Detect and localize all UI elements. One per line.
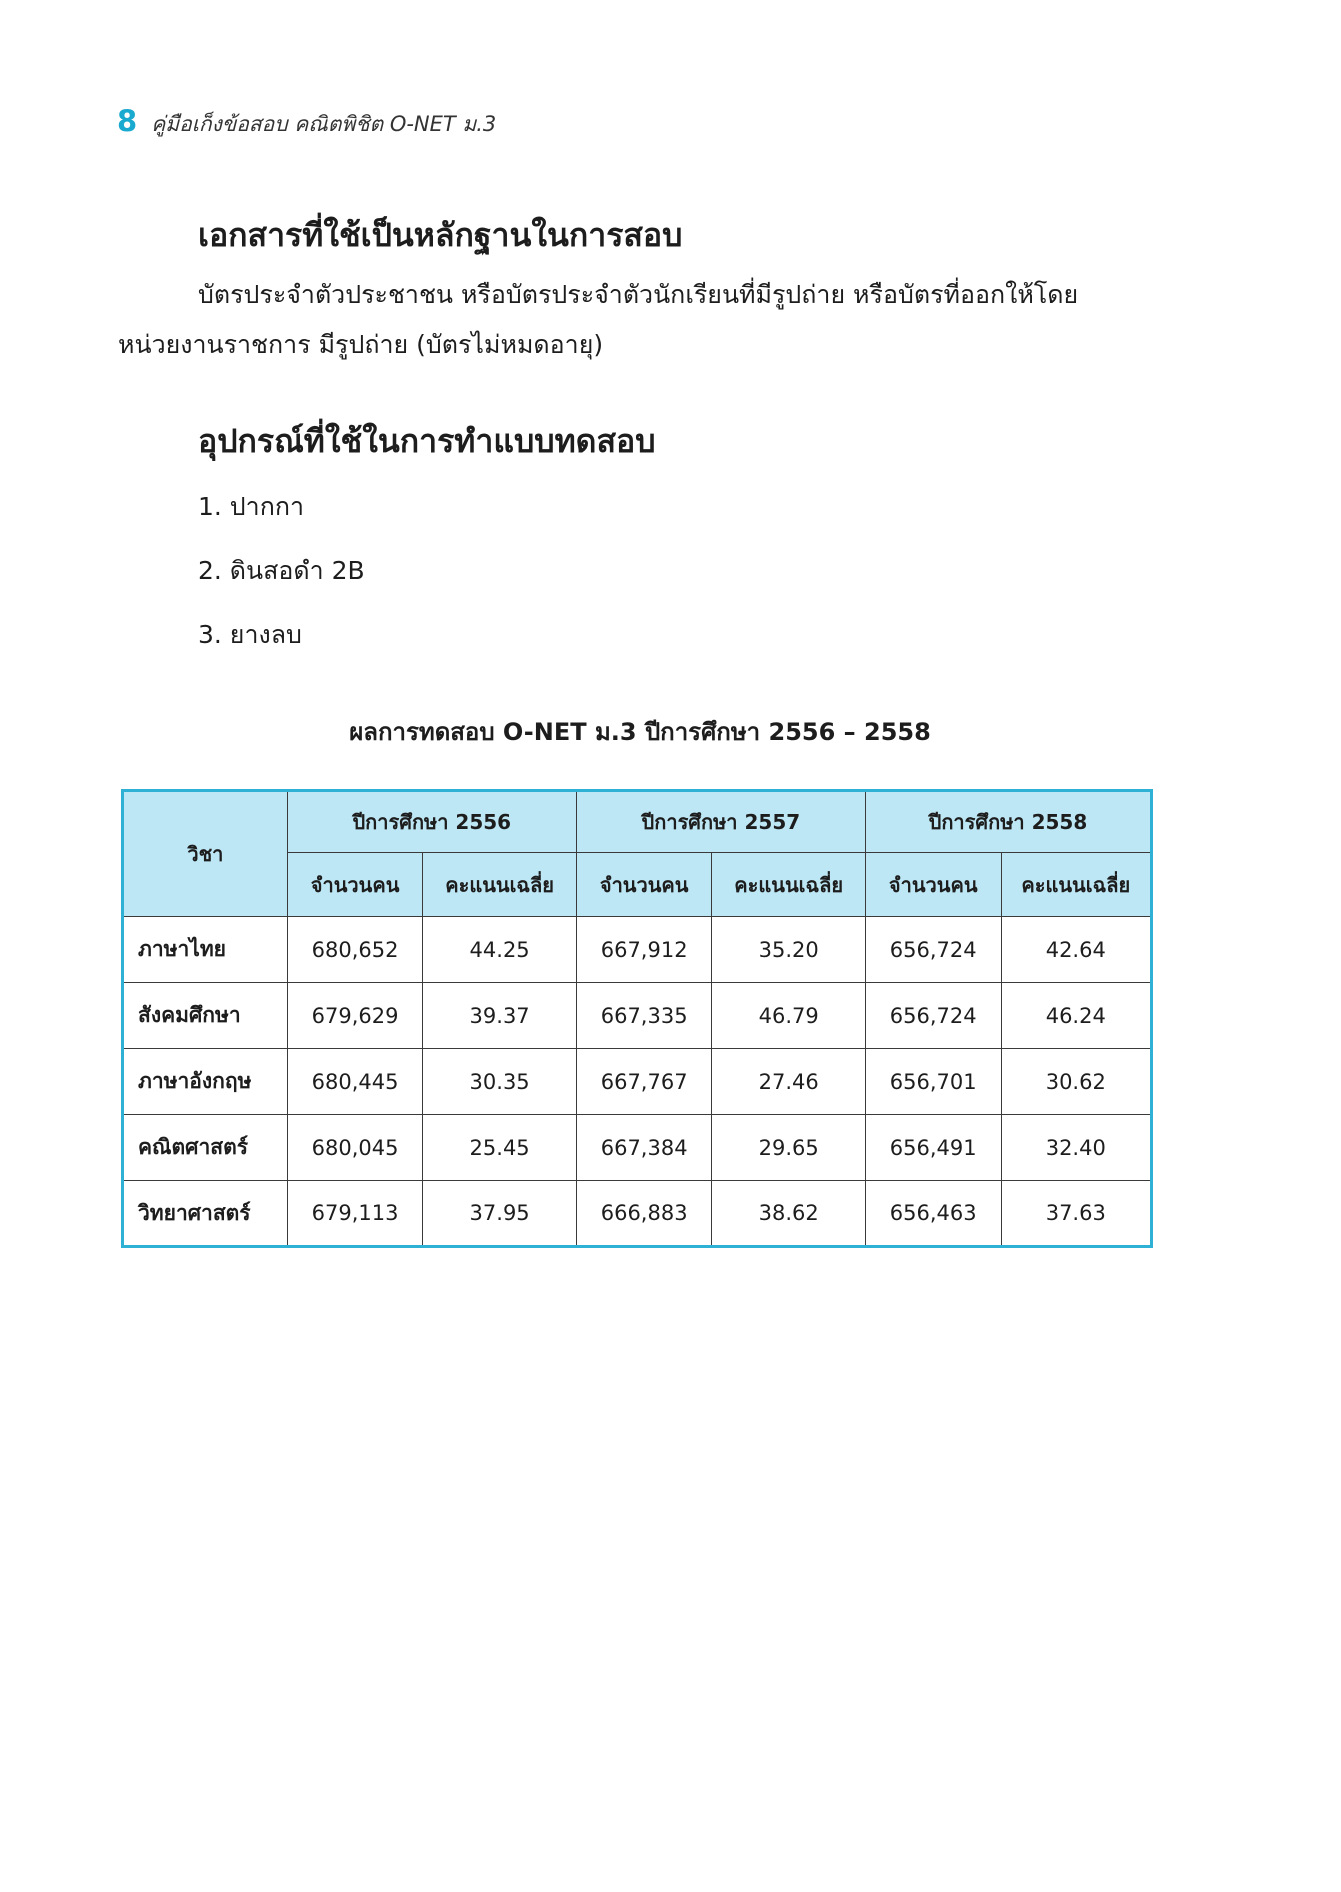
documents-heading: เอกสารที่ใช้เป็นหลักฐานในการสอบ: [198, 216, 683, 254]
count-cell: 667,335: [576, 983, 712, 1049]
documents-paragraph: [118, 270, 1150, 370]
average-cell: 46.24: [1001, 983, 1151, 1049]
average-cell: 46.79: [712, 983, 865, 1049]
count-cell: 666,883: [576, 1181, 712, 1247]
documents-line-2: หน่วยงานราชการ มีรูปถ่าย (บัตรไม่หมดอายุ): [118, 330, 604, 359]
count-cell: 656,463: [865, 1181, 1001, 1247]
table-header-row-years: [123, 791, 1152, 853]
count-header: จำนวนคน: [287, 853, 423, 917]
count-cell: 680,445: [287, 1049, 423, 1115]
subject-cell: ภาษาไทย: [123, 917, 288, 983]
running-title: คู่มือเก็งข้อสอบ คณิตพิชิต O-NET ม.3: [151, 112, 497, 136]
table-caption: ผลการทดสอบ O-NET ม.3 ปีการศึกษา 2556 – 2558: [349, 718, 931, 746]
equipment-item-pen: 1. ปากกา: [198, 492, 305, 521]
count-cell: 656,724: [865, 917, 1001, 983]
year-header-2557: ปีการศึกษา 2557: [576, 791, 865, 853]
count-cell: 656,701: [865, 1049, 1001, 1115]
average-cell: 30.35: [423, 1049, 576, 1115]
average-cell: 37.63: [1001, 1181, 1151, 1247]
documents-line-1: บัตรประจำตัวประชาชน หรือบัตรประจำตัวนักเรียนที่มีรูปถ่าย หรือบัตรที่ออกให้โดย: [198, 280, 1079, 309]
count-cell: 656,724: [865, 983, 1001, 1049]
table-row: [123, 917, 1152, 983]
average-cell: 39.37: [423, 983, 576, 1049]
average-cell: 35.20: [712, 917, 865, 983]
count-cell: 679,629: [287, 983, 423, 1049]
table-row: [123, 1049, 1152, 1115]
count-cell: 679,113: [287, 1181, 423, 1247]
average-cell: 29.65: [712, 1115, 865, 1181]
average-header: คะแนนเฉลี่ย: [423, 853, 576, 917]
average-cell: 42.64: [1001, 917, 1151, 983]
table-row: [123, 1115, 1152, 1181]
average-cell: 32.40: [1001, 1115, 1151, 1181]
average-cell: 30.62: [1001, 1049, 1151, 1115]
count-cell: 667,767: [576, 1049, 712, 1115]
subject-cell: คณิตศาสตร์: [123, 1115, 288, 1181]
onet-results-table: [121, 789, 1153, 1248]
count-header: จำนวนคน: [576, 853, 712, 917]
page-number: 8: [117, 104, 138, 138]
average-cell: 38.62: [712, 1181, 865, 1247]
table-row: [123, 1181, 1152, 1247]
average-cell: 37.95: [423, 1181, 576, 1247]
table-row: [123, 983, 1152, 1049]
equipment-heading: อุปกรณ์ที่ใช้ในการทำแบบทดสอบ: [198, 422, 656, 460]
average-header: คะแนนเฉลี่ย: [712, 853, 865, 917]
year-header-2556: ปีการศึกษา 2556: [287, 791, 576, 853]
count-cell: 667,384: [576, 1115, 712, 1181]
average-cell: 25.45: [423, 1115, 576, 1181]
subject-cell: สังคมศึกษา: [123, 983, 288, 1049]
equipment-item-pencil: 2. ดินสอดำ 2B: [198, 556, 365, 585]
count-cell: 667,912: [576, 917, 712, 983]
average-header: คะแนนเฉลี่ย: [1001, 853, 1151, 917]
page-header: [117, 104, 496, 141]
count-cell: 656,491: [865, 1115, 1001, 1181]
equipment-item-eraser: 3. ยางลบ: [198, 620, 302, 649]
year-header-2558: ปีการศึกษา 2558: [865, 791, 1151, 853]
average-cell: 44.25: [423, 917, 576, 983]
subject-cell: ภาษาอังกฤษ: [123, 1049, 288, 1115]
average-cell: 27.46: [712, 1049, 865, 1115]
subject-cell: วิทยาศาสตร์: [123, 1181, 288, 1247]
subject-column-header: วิชา: [123, 791, 288, 917]
count-header: จำนวนคน: [865, 853, 1001, 917]
count-cell: 680,045: [287, 1115, 423, 1181]
count-cell: 680,652: [287, 917, 423, 983]
